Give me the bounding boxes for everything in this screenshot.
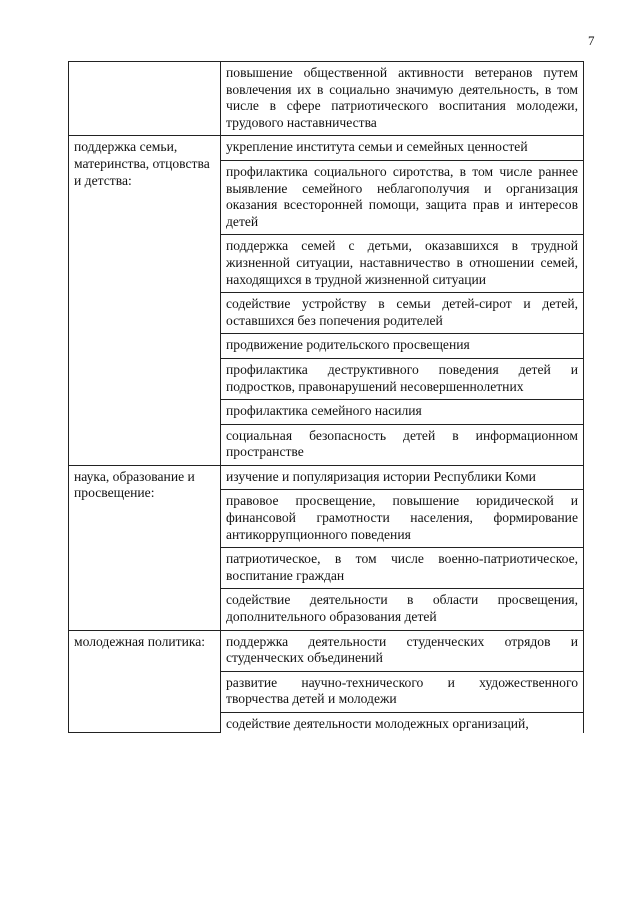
directions-table (68, 61, 584, 733)
item-cell: продвижение родительского просвещения (221, 334, 584, 359)
item-cell: повышение общественной активности ветеранов путем вовлечения их в социально значимую деятельность, в том числе в сфере патриотического воспитания молодежи, трудового наставничества (221, 62, 584, 136)
item-cell: поддержка семей с детьми, оказавшихся в трудной жизненной ситуации, наставничество в отношении семей, находящихся в трудной жизненной ситуации (221, 235, 584, 293)
table-row (69, 465, 584, 490)
table-row (69, 630, 584, 671)
item-cell: профилактика семейного насилия (221, 400, 584, 425)
item-cell: содействие деятельности в области просвещения, дополнительного образования детей (221, 589, 584, 630)
table-row (69, 136, 584, 161)
item-cell: профилактика социального сиротства, в том числе раннее выявление семейного неблагополучия и организация оказания всесторонней помощи, защита прав и интересов детей (221, 160, 584, 234)
category-cell: поддержка семьи, материнства, отцовства и детства: (69, 136, 221, 466)
category-cell (69, 62, 221, 136)
category-cell: наука, образование и просвещение: (69, 465, 221, 630)
item-cell: изучение и популяризация истории Республики Коми (221, 465, 584, 490)
item-cell: правовое просвещение, повышение юридической и финансовой грамотности населения, формирование антикоррупционного поведения (221, 490, 584, 548)
item-cell: социальная безопасность детей в информационном пространстве (221, 424, 584, 465)
item-cell: содействие деятельности молодежных организаций, (221, 713, 584, 733)
item-cell: развитие научно-технического и художественного творчества детей и молодежи (221, 671, 584, 712)
table-row (69, 62, 584, 136)
item-cell: профилактика деструктивного поведения детей и подростков, правонарушений несовершеннолетних (221, 358, 584, 399)
page-number: 7 (588, 33, 595, 48)
category-cell: молодежная политика: (69, 630, 221, 732)
item-cell: патриотическое, в том числе военно-патриотическое, воспитание граждан (221, 548, 584, 589)
item-cell: укрепление института семьи и семейных ценностей (221, 136, 584, 161)
item-cell: содействие устройству в семьи детей-сирот и детей, оставшихся без попечения родителей (221, 293, 584, 334)
item-cell: поддержка деятельности студенческих отрядов и студенческих объединений (221, 630, 584, 671)
